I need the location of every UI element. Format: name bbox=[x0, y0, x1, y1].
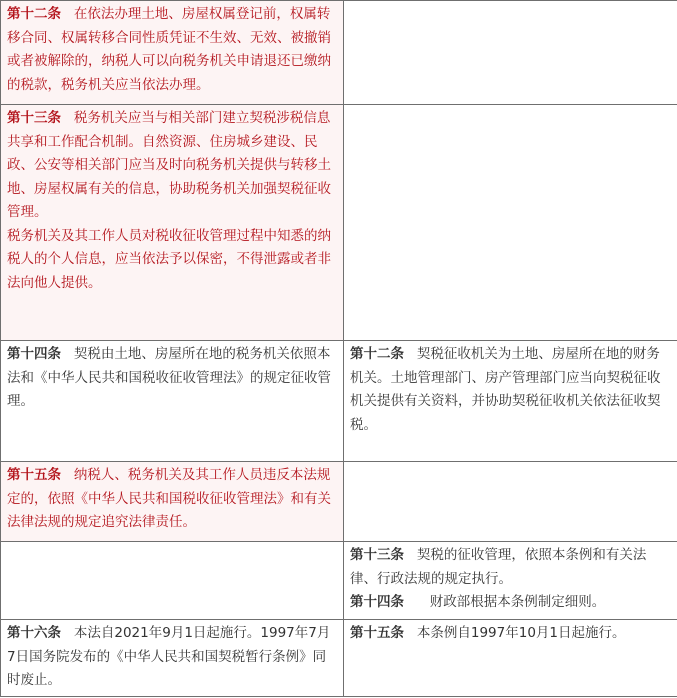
article-paragraph bbox=[350, 544, 671, 591]
article-number: 第十六条 bbox=[7, 625, 61, 641]
article-text: 契税征收机关为土地、房屋所在地的财务机关。土地管理部门、房产管理部门应当向契税征收机关提供有关资料，并协助契税征收机关依法征收契税。 bbox=[350, 346, 661, 433]
article-text: 税务机关及其工作人员对税收征收管理过程中知悉的纳税人的个人信息，应当依法予以保密，不得泄露或者非法向他人提供。 bbox=[7, 227, 331, 291]
table-row bbox=[1, 341, 677, 462]
article-paragraph bbox=[350, 343, 671, 437]
article-text: 纳税人、税务机关及其工作人员违反本法规定的，依照《中华人民共和国税收征收管理法》和有关法律法规的规定追究法律责任。 bbox=[7, 467, 331, 530]
article-number: 第十四条 bbox=[350, 594, 404, 610]
old-regulation-cell bbox=[344, 105, 677, 341]
table-row bbox=[1, 542, 677, 620]
article-number: 第十三条 bbox=[7, 110, 61, 126]
article-paragraph bbox=[7, 464, 337, 535]
table-row bbox=[1, 1, 677, 105]
new-law-cell bbox=[1, 105, 344, 341]
article-paragraph bbox=[7, 3, 337, 97]
old-regulation-cell bbox=[344, 620, 677, 697]
article-paragraph bbox=[7, 107, 337, 225]
article-number: 第十三条 bbox=[350, 547, 404, 563]
article-paragraph bbox=[350, 591, 671, 615]
old-regulation-cell bbox=[344, 1, 677, 105]
article-paragraph bbox=[7, 225, 337, 296]
article-number: 第十四条 bbox=[7, 346, 61, 362]
article-text: 本法自2021年9月1日起施行。1997年7月7日国务院发布的《中华人民共和国契税暂行条例》同时废止。 bbox=[7, 625, 331, 688]
new-law-cell bbox=[1, 341, 344, 462]
article-number: 第十二条 bbox=[350, 346, 404, 362]
article-number: 第十二条 bbox=[7, 6, 61, 22]
article-paragraph bbox=[7, 622, 337, 693]
old-regulation-cell bbox=[344, 462, 677, 542]
article-paragraph bbox=[350, 622, 671, 646]
new-law-cell bbox=[1, 1, 344, 105]
new-law-cell bbox=[1, 542, 344, 620]
article-text: 契税的征收管理，依照本条例和有关法律、行政法规的规定执行。 bbox=[350, 547, 647, 587]
old-regulation-cell bbox=[344, 341, 677, 462]
article-paragraph bbox=[7, 343, 337, 414]
table-row bbox=[1, 620, 677, 697]
article-number: 第十五条 bbox=[7, 467, 61, 483]
table-row bbox=[1, 462, 677, 542]
article-text: 本条例自1997年10月1日起施行。 bbox=[416, 625, 626, 641]
article-text: 契税由土地、房屋所在地的税务机关依照本法和《中华人民共和国税收征收管理法》的规定征收管理。 bbox=[7, 346, 331, 409]
article-text: 在依法办理土地、房屋权属登记前，权属转移合同、权属转移合同性质凭证不生效、无效、被撤销或者被解除的，纳税人可以向税务机关申请退还已缴纳的税款，税务机关应当依法办理。 bbox=[7, 6, 331, 93]
table-row bbox=[1, 105, 677, 341]
article-number: 第十五条 bbox=[350, 625, 404, 641]
new-law-cell bbox=[1, 620, 344, 697]
article-text: 财政部根据本条例制定细则。 bbox=[429, 594, 606, 610]
new-law-cell bbox=[1, 462, 344, 542]
article-text: 税务机关应当与相关部门建立契税涉税信息共享和工作配合机制。自然资源、住房城乡建设、民政、公安等相关部门应当及时向税务机关提供与转移土地、房屋权属有关的信息，协助税务机关加强契税征收管理。 bbox=[7, 110, 331, 220]
old-regulation-cell bbox=[344, 542, 677, 620]
